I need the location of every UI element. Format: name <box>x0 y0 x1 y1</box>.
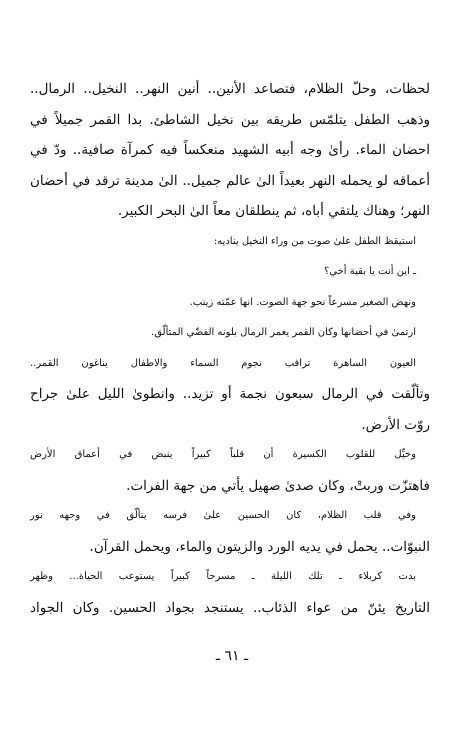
body-text <box>30 74 430 623</box>
text-line: النبوّات.. يحمل في يديه الورد والزيتون والماء، ويحمل القرآن. <box>89 538 430 555</box>
text-line: وخيِّل للقلوب الكسيرة أن قلباً كبيراً ينبض في أعماق الأرض <box>30 449 416 460</box>
text-line: ـ اين أنت يا بقية أخي؟ <box>323 266 416 277</box>
text-line: أعماقه لو يحمله النهر بعيداً الىٰ عالم جميل.. الىٰ مدينة ترقد في أحضان <box>30 172 430 189</box>
text-line: احضان الماء. رأىٰ وجه أبيه الشهيد منعكساً فيه كمرآة صافية.. ودّ في <box>30 142 430 158</box>
text-line: النهر؛ وهناك يلتقي أباه، ثم ينطلقان معاً الىٰ البحر الكبير. <box>117 203 430 219</box>
page-number: ـ ٦١ ـ <box>215 648 249 664</box>
text-line: وتألّقت في الرمال سبعون نجمة أو تزيد.. وانطوىٰ الليل علىٰ جراح <box>30 386 430 402</box>
text-line: ونهض الصغير مسرعاً نحو جهة الصوت. انها عمّته زينب. <box>189 296 416 308</box>
text-line: التاريخ يئنّ من عواء الذئاب.. يستنجد بجواد الحسين. وكان الجواد <box>30 599 430 616</box>
text-line: استيقظ الطفل علىٰ صوت من وراء النخيل يناديه: <box>213 235 416 247</box>
text-line: وذهب الطفل يتلمّس طريقه بين نخيل الشاطئ. بدا القمر جميلاً في <box>30 111 430 128</box>
text-line: ارتمىٰ في أحضانها وكان القمر يغمر الرمال بلونه الفضّي المتألّق. <box>151 327 416 338</box>
text-line: العيون الساهرة تراقب نجوم السماء والاطفال يناغون القمر.. <box>30 357 416 369</box>
text-line: روّت الأرض. <box>361 416 430 433</box>
text-line: بدت كربلاء ـ تلك الليلة ـ مسرحاً كبيراً يستوعب الحياة... وظهر <box>30 571 416 582</box>
text-line: لحظات، وحلّ الظلام، فتصاعد الأنين.. أنين النهر.. النخيل.. الرمال.. <box>30 81 430 97</box>
text-line: فاهتزّت وربتْ، وكان صدىٰ صهيل يأتي من جهة الفرات. <box>126 477 430 494</box>
text-line: وفي قلب الظلام، كان الحسين علىٰ فرسه يتألّق في وجهه نور <box>30 510 416 521</box>
